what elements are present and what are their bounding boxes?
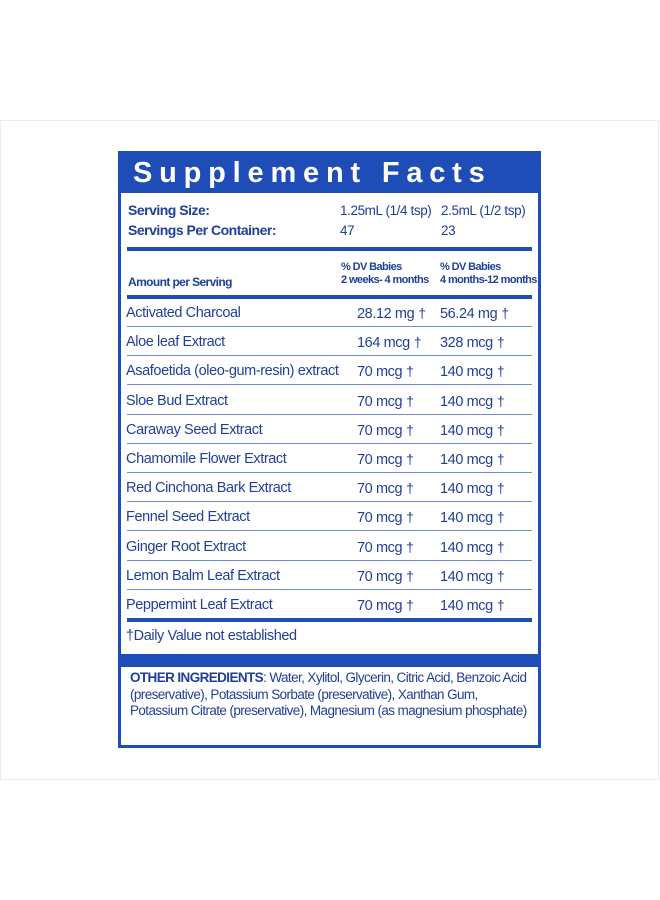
ingredient-value-col2 (440, 539, 504, 556)
value-text: 140 mcg (440, 539, 493, 556)
value-text: 70 mcg (357, 364, 403, 381)
ingredient-name: Caraway Seed Extract (126, 421, 263, 438)
dagger-mark: † (496, 392, 505, 409)
ingredient-value-col1 (357, 334, 421, 351)
dagger-mark: † (496, 538, 505, 555)
value-text: 28.12 mg (357, 306, 415, 322)
other-ingredients-label: OTHER INGREDIENTS (130, 670, 264, 685)
dagger-mark: † (501, 305, 509, 321)
panel-title: Supplement Facts (121, 154, 538, 193)
divider-thick (127, 247, 532, 251)
dagger-mark: † (406, 509, 414, 526)
dagger-mark: † (496, 363, 505, 380)
value-text: 140 mcg (440, 422, 493, 439)
other-ingredients (130, 670, 528, 720)
ingredient-name: Peppermint Leaf Extract (126, 597, 273, 613)
ingredient-value-col1 (357, 393, 414, 410)
ingredient-name: Ginger Root Extract (126, 538, 246, 555)
dagger-mark: † (406, 363, 414, 380)
serving-size-label: Serving Size: (128, 202, 210, 218)
ingredient-name: Aloe leaf Extract (126, 334, 225, 351)
value-text: 70 mcg (357, 393, 403, 410)
value-text: 70 mcg (357, 510, 403, 527)
value-text: 140 mcg (440, 452, 493, 468)
ingredient-name: Sloe Bud Extract (126, 392, 228, 409)
value-text: 140 mcg (440, 393, 493, 410)
dagger-mark: † (496, 451, 505, 467)
ingredient-value-col1 (357, 451, 414, 468)
value-text: 70 mcg (357, 481, 403, 498)
serving-size-value-1: 1.25mL (1/4 tsp) (340, 203, 432, 218)
value-text: 70 mcg (357, 452, 403, 468)
ingredient-value-col2 (440, 451, 504, 468)
row-divider (127, 560, 532, 561)
row-divider (127, 472, 532, 473)
ingredient-value-col1 (357, 509, 414, 526)
ingredient-name: Red Cinchona Bark Extract (126, 480, 291, 497)
divider-band (121, 654, 538, 667)
dagger-mark: † (496, 480, 505, 497)
dagger-mark: † (496, 334, 505, 351)
ingredient-value-col2 (440, 334, 504, 351)
dagger-mark: † (406, 392, 414, 409)
dagger-mark: † (496, 597, 505, 613)
ingredient-value-col1 (357, 305, 426, 322)
ingredient-value-col2 (440, 393, 504, 410)
amount-per-serving-label: Amount per Serving (128, 275, 232, 289)
row-divider (127, 414, 532, 415)
dagger-mark: † (406, 421, 414, 438)
dagger-mark: † (496, 421, 505, 438)
value-text: 70 mcg (357, 539, 403, 556)
dagger-mark: † (496, 509, 505, 526)
row-divider (127, 443, 532, 444)
dagger-mark: † (406, 451, 414, 467)
other-ingredients-text: : Water, Xylitol, Glycerin, Citric Acid, Benzoic Acid (preservative), Potassium Sorbate (preservative), Xanthan Gum, Potassium Citrate (preservative), Magnesium (as magnesium phosphate) (130, 670, 527, 718)
row-divider (127, 355, 532, 356)
daily-value-footnote: †Daily Value not established (126, 628, 297, 644)
row-divider (127, 589, 532, 590)
dagger-mark: † (418, 305, 426, 321)
ingredient-name: Fennel Seed Extract (126, 509, 250, 526)
ingredient-value-col2 (440, 480, 504, 497)
ingredient-value-col1 (357, 568, 414, 585)
dv-column-2-header: % DV Babies 4 months-12 months (440, 261, 537, 286)
serving-size-value-2: 2.5mL (1/2 tsp) (441, 203, 526, 218)
dagger-mark: † (406, 597, 414, 613)
value-text: 56.24 mg (440, 306, 498, 322)
ingredient-value-col2 (440, 568, 504, 585)
row-divider (127, 530, 532, 531)
dagger-mark: † (496, 567, 505, 584)
value-text: 70 mcg (357, 422, 403, 439)
ingredient-value-col1 (357, 480, 414, 497)
divider-thick (127, 618, 532, 622)
ingredient-value-col2 (440, 363, 504, 380)
ingredient-name: Chamomile Flower Extract (126, 451, 287, 467)
servings-per-container-value-2: 23 (441, 223, 456, 238)
value-text: 70 mcg (357, 598, 403, 614)
value-text: 140 mcg (440, 598, 493, 614)
dagger-mark: † (413, 334, 422, 351)
value-text: 140 mcg (440, 510, 493, 527)
value-text: 140 mcg (440, 568, 493, 585)
ingredient-value-col2 (440, 305, 509, 322)
value-text: 164 mcg (357, 335, 410, 352)
servings-per-container-value-1: 47 (340, 223, 355, 238)
ingredient-value-col1 (357, 597, 414, 614)
dagger-mark: † (406, 480, 414, 497)
ingredient-value-col2 (440, 597, 504, 614)
dagger-mark: † (406, 567, 414, 584)
ingredient-name: Activated Charcoal (126, 305, 241, 321)
row-divider (127, 501, 532, 502)
ingredient-value-col2 (440, 422, 504, 439)
supplement-facts-panel (118, 151, 541, 748)
value-text: 328 mcg (440, 335, 493, 352)
value-text: 140 mcg (440, 481, 493, 498)
dv-column-1-header: % DV Babies 2 weeks- 4 months (341, 261, 429, 286)
ingredient-value-col1 (357, 539, 414, 556)
value-text: 140 mcg (440, 364, 493, 381)
servings-per-container-label: Servings Per Container: (128, 222, 276, 238)
ingredient-name: Lemon Balm Leaf Extract (126, 567, 280, 584)
divider-thick (127, 295, 532, 299)
value-text: 70 mcg (357, 568, 403, 585)
ingredient-value-col1 (357, 363, 414, 380)
row-divider (127, 384, 532, 385)
ingredient-value-col1 (357, 422, 414, 439)
ingredient-value-col2 (440, 509, 504, 526)
ingredient-name: Asafoetida (oleo-gum-resin) extract (126, 363, 339, 380)
row-divider (127, 326, 532, 327)
dagger-mark: † (406, 538, 414, 555)
